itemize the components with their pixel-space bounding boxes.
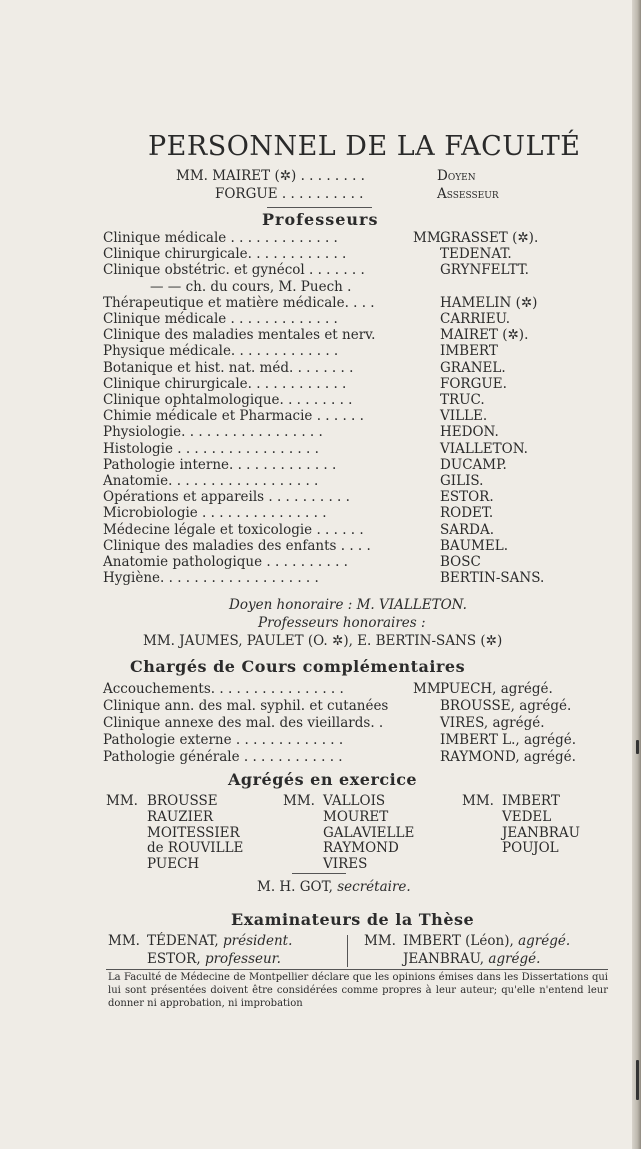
chair-subject: Clinique ophtalmologique. . . . . . . . . [103,392,353,408]
binding-mark [636,1060,639,1100]
examinateur-role: professeur. [204,951,281,967]
agrege-name: RAUZIER [147,808,214,825]
chair-subject: Opérations et appareils . . . . . . . . . . [103,489,350,506]
chair-subject: Clinique des maladies mentales et nerv. [103,327,376,344]
professor-name: TRUC. [440,392,485,408]
chair-subject: Clinique obstétric. et gynécol . . . . . . . [103,262,365,279]
course-subject: Clinique annexe des mal. des vieillards. . [103,715,384,731]
divider [106,969,608,970]
agrege-name: de ROUVILLE [147,840,244,857]
lecturer-name: BROUSSE, agrégé. [440,698,572,714]
column-divider [347,935,348,967]
agrege-name: VIRES [323,856,368,873]
professor-name: GRYNFELTT. [440,262,529,279]
examinateur-role: président. [222,933,293,949]
chair-subject: Physiologie. . . . . . . . . . . . . . . . . [103,424,323,441]
lecturer-name: PUECH, agrégé. [440,681,553,697]
examinateur-name: ESTOR, [147,951,201,967]
doyen-honoraire [229,597,467,613]
examinateur [403,951,540,967]
chair-subject: Clinique chirurgicale. . . . . . . . . . . . [103,246,347,263]
professor-name: CARRIEU. [440,311,511,327]
leader-dots: . . . . . . . . . . [277,186,364,202]
secretaire-name: M. H. GOT, [257,879,333,895]
professeurs-honoraires: MM. JAUMES, PAULET (O. ✲), E. BERTIN-SANS (✲) [143,633,503,649]
divider [292,873,346,874]
doyen-line [176,168,365,184]
professor-name: BERTIN-SANS. [440,570,545,587]
mm-label: MM. [283,793,315,809]
chair-subject: Clinique médicale . . . . . . . . . . . . . [103,311,338,327]
mm-label: MM. [413,681,445,697]
mm-label: MM. [106,793,138,809]
assesseur-name: FORGUE [215,186,278,202]
agrege-name: PUECH [147,856,200,873]
divider [267,207,372,208]
agrege-name: JEANBRAU [502,824,581,841]
chair-subject: Anatomie pathologique . . . . . . . . . . [103,554,348,570]
chair-subject: Histologie . . . . . . . . . . . . . . . . . [103,440,319,457]
examinateur-name: JEANBRAU, [403,951,485,967]
chair-subject: Microbiologie . . . . . . . . . . . . . . . [103,505,327,522]
lecturer-name: VIRES, agrégé. [440,715,545,731]
agrege-name: BROUSSE [147,793,218,809]
professor-name: BOSC [440,554,481,570]
page-edge [632,0,641,1149]
chair-subject: Clinique des maladies des enfants . . . . [103,537,371,554]
examinateur-role: agrégé. [488,951,541,967]
chair-subject: Thérapeutique et matière médicale. . . . [103,294,375,311]
course-subject: Pathologie générale . . . . . . . . . . . . [103,749,343,765]
agrege-name: MOURET [323,808,389,825]
mm-label: MM. [413,230,445,246]
examinateur [403,933,570,949]
professeurs-heading: Professeurs [262,210,379,229]
doyen-name: MAIRET (✲) [212,168,297,184]
agreges-heading: Agrégés en exercice [228,770,418,789]
professor-name: BAUMEL. [440,537,508,554]
agrege-name: VALLOIS [323,793,386,809]
examinateur-role: agrégé. [518,933,571,949]
page-title: PERSONNEL DE LA FACULTÉ [148,131,581,162]
examinateur [147,951,281,967]
secretaire-role: secrétaire. [337,879,411,895]
lecturer-name: RAYMOND, agrégé. [440,749,576,765]
binding-mark [636,740,639,754]
professor-name: GILIS. [440,473,484,489]
examinateur [147,933,292,949]
agrege-name: MOITESSIER [147,824,240,841]
lecturer-name: IMBERT L., agrégé. [440,732,577,748]
professor-name: DUCAMP. [440,456,507,473]
chair-subject: Chimie médicale et Pharmacie . . . . . . [103,408,364,425]
charges-heading: Chargés de Cours complémentaires [130,657,466,676]
professor-name: SARDA. [440,521,495,538]
professor-name: GRASSET (✲). [440,230,539,246]
chair-subject: Pathologie interne. . . . . . . . . . . . . [103,456,337,473]
assesseur-role: Assesseur [437,186,499,202]
course-subject: Pathologie externe . . . . . . . . . . . . . [103,732,344,748]
mm-label: MM. [462,793,494,809]
chair-subject: Hygiène. . . . . . . . . . . . . . . . . . . [103,570,319,587]
chair-subject: Clinique chirurgicale. . . . . . . . . . . . [103,375,347,392]
chair-subject: — — ch. du cours, M. Puech . [150,278,352,295]
agrege-name: IMBERT [502,793,560,809]
mm-label: MM. [364,933,396,949]
professor-name: TEDENAT. [440,246,512,263]
agrege-name: POUJOL [502,840,559,857]
chair-subject: Physique médicale. . . . . . . . . . . . . [103,343,339,360]
professor-name: VILLE. [440,408,488,425]
mm-label: MM. [108,933,140,949]
doyen-role: Doyen [437,168,476,184]
leader-dots: . . . . . . . . [296,168,365,184]
examinateur-name: TÉDENAT, [147,933,219,949]
professor-name: HAMELIN (✲) [440,294,538,311]
professor-name: HEDON. [440,424,499,441]
agrege-name: RAYMOND [323,840,399,857]
professor-name: RODET. [440,505,494,522]
course-subject: Accouchements. . . . . . . . . . . . . . . . [103,681,344,697]
professor-name: VIALLETON. [440,440,528,457]
professor-name: IMBERT [440,343,498,360]
agrege-name: GALAVIELLE [323,824,415,841]
chair-subject: Anatomie. . . . . . . . . . . . . . . . . . [103,473,319,489]
chair-subject: Botanique et hist. nat. méd. . . . . . . . [103,359,354,376]
doyen-honoraire-text: Doyen honoraire : M. VIALLETON. [229,597,467,613]
assesseur-line [215,186,363,202]
professor-name: ESTOR. [440,489,494,506]
faculty-notice: La Faculté de Médecine de Montpellier déclare que les opinions émises dans les Dissertations qui lui sont présentées doivent être considérées comme propres à leur auteur; qu'elle n'entend leur donner ni approbation, ni improbation [108,972,608,1009]
mm-label: MM. [176,168,208,184]
chair-subject: Clinique médicale . . . . . . . . . . . . . [103,230,338,246]
professor-name: GRANEL. [440,359,506,376]
chair-subject: Médecine légale et toxicologie . . . . . . [103,521,364,538]
course-subject: Clinique ann. des mal. syphil. et cutanées [103,698,389,714]
examinateur-name: IMBERT (Léon), [403,933,514,949]
agrege-name: VEDEL [502,808,552,825]
secretaire-line [257,879,411,895]
professor-name: MAIRET (✲). [440,327,529,344]
professeurs-honoraires-heading: Professeurs honoraires : [258,615,426,631]
examinateurs-heading: Examinateurs de la Thèse [231,910,475,929]
professor-name: FORGUE. [440,375,507,392]
